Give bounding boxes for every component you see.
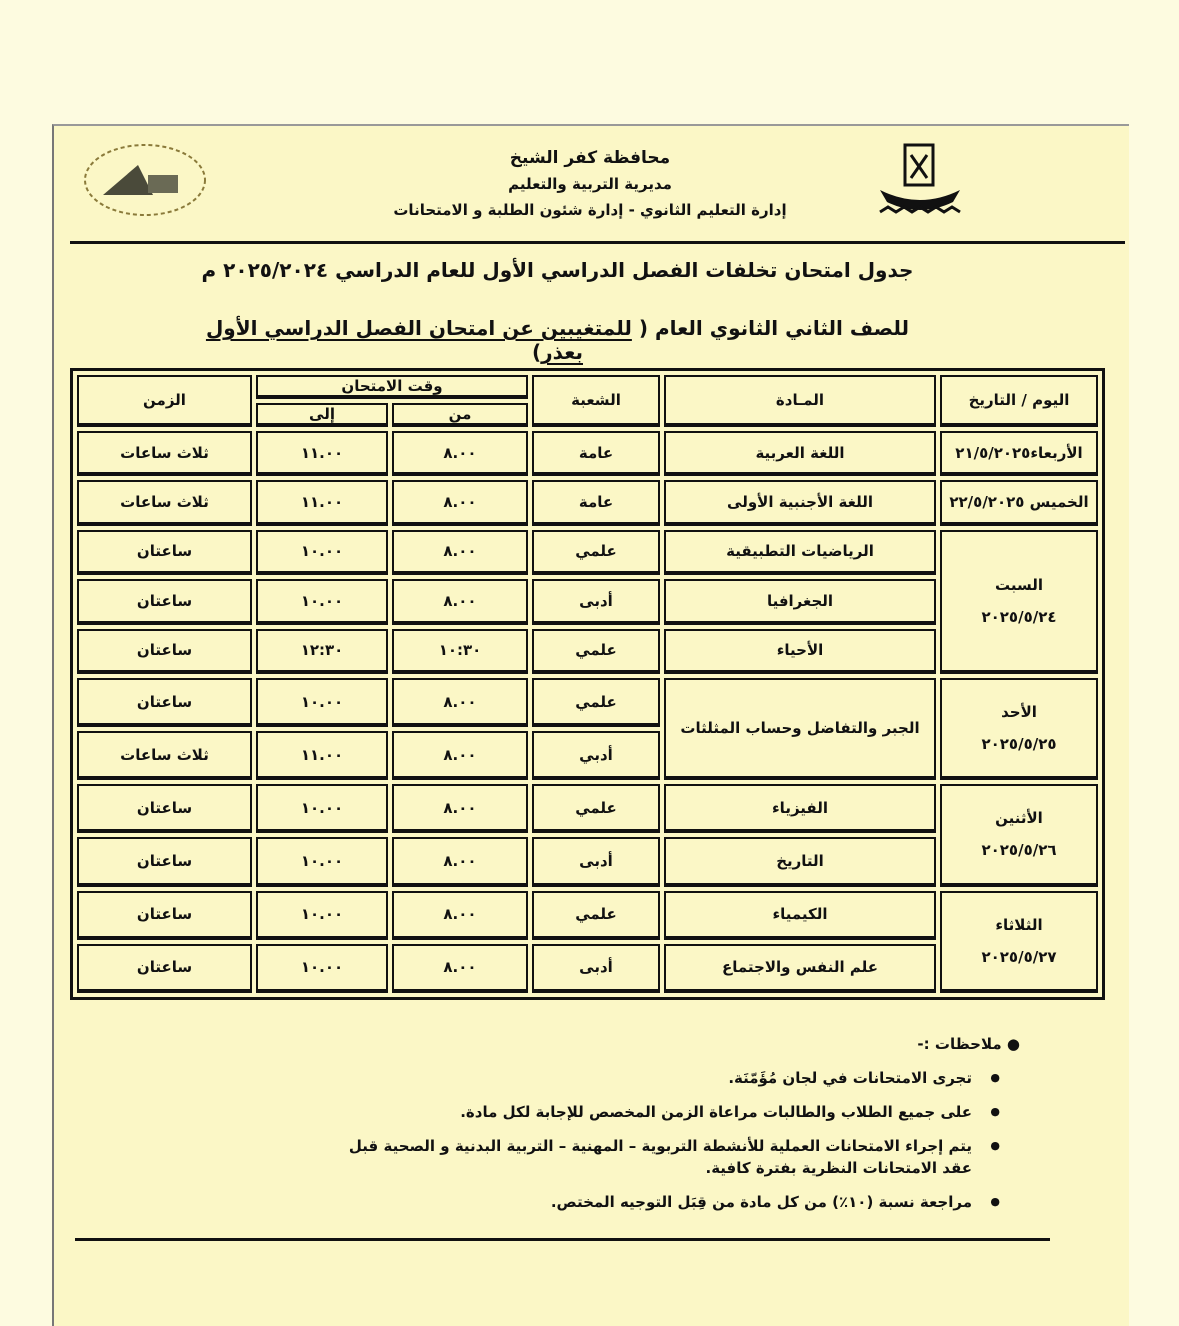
header-to: إلى: [256, 403, 388, 427]
duration-cell: ثلاث ساعات: [77, 731, 252, 780]
from-time-cell: ٨.٠٠: [392, 678, 528, 727]
to-time-cell: ١٠.٠٠: [256, 944, 388, 993]
day-date-cell: [940, 784, 1098, 886]
from-time-cell: ٨.٠٠: [392, 944, 528, 993]
branch-cell: علمي: [532, 530, 660, 575]
table-row: [77, 431, 1098, 476]
day-label: السبت: [994, 575, 1044, 594]
to-time-cell: ١١.٠٠: [256, 431, 388, 476]
to-time-cell: ١٠.٠٠: [256, 678, 388, 727]
date-label: ٢٠٢٥/٥/٢٦: [981, 841, 1057, 860]
day-date-cell: [940, 678, 1098, 780]
from-time-cell: ٨.٠٠: [392, 891, 528, 940]
branch-cell: أدبي: [532, 731, 660, 780]
footer-divider: [75, 1238, 1050, 1241]
from-time-cell: ٨.٠٠: [392, 480, 528, 525]
notes-heading: ● ملاحظات :-: [917, 1035, 1020, 1053]
duration-cell: ساعتان: [77, 837, 252, 886]
duration-cell: ثلاث ساعات: [77, 480, 252, 525]
duration-cell: ساعتان: [77, 784, 252, 833]
duration-cell: ساعتان: [77, 579, 252, 624]
to-time-cell: ١١.٠٠: [256, 731, 388, 780]
subject-cell: الجبر والتفاضل وحساب المثلثات: [664, 678, 936, 780]
to-time-cell: ١٠.٠٠: [256, 530, 388, 575]
from-time-cell: ٨.٠٠: [392, 784, 528, 833]
subject-cell: الجغرافيا: [664, 579, 936, 624]
branch-cell: علمي: [532, 629, 660, 674]
day-label: الخميس ٢٢/٥/٢٠٢٥: [949, 493, 1089, 512]
notes-heading-text: ملاحظات :-: [917, 1035, 1002, 1053]
day-date-cell: [940, 480, 1098, 525]
branch-cell: عامة: [532, 431, 660, 476]
duration-cell: ساعتان: [77, 944, 252, 993]
from-time-cell: ٨.٠٠: [392, 431, 528, 476]
branch-cell: علمي: [532, 678, 660, 727]
directorate-logo-icon: [78, 140, 213, 220]
to-time-cell: ١٢:٣٠: [256, 629, 388, 674]
duration-cell: ساعتان: [77, 530, 252, 575]
department-name: إدارة التعليم الثانوي - إدارة شئون الطلبة و الامتحانات: [393, 201, 787, 219]
day-label: الأثنين: [995, 809, 1043, 828]
header-from: من: [392, 403, 528, 427]
page-subtitle: [200, 316, 915, 364]
note-item: ● مراجعة نسبة (١٠٪) من كل مادة من قِبَل التوجيه المختص.: [320, 1191, 972, 1213]
duration-cell: ثلاث ساعات: [77, 431, 252, 476]
subject-cell: الرياضيات التطبيقية: [664, 530, 936, 575]
branch-cell: علمي: [532, 784, 660, 833]
subtitle-suffix: ): [531, 340, 542, 364]
subject-cell: اللغة العربية: [664, 431, 936, 476]
duration-cell: ساعتان: [77, 629, 252, 674]
from-time-cell: ١٠:٣٠: [392, 629, 528, 674]
letterhead: [380, 145, 800, 223]
table-row: [77, 784, 1098, 833]
to-time-cell: ١٠.٠٠: [256, 579, 388, 624]
subject-cell: اللغة الأجنبية الأولى: [664, 480, 936, 525]
day-label: الأحد: [1001, 703, 1037, 722]
to-time-cell: ١٠.٠٠: [256, 891, 388, 940]
governorate-name: محافظة كفر الشيخ: [509, 148, 671, 168]
day-label: الأربعاء٢١/٥/٢٠٢٥: [955, 443, 1083, 462]
subject-cell: التاريخ: [664, 837, 936, 886]
branch-cell: علمي: [532, 891, 660, 940]
note-item: ● على جميع الطلاب والطالبات مراعاة الزمن المخصص للإجابة لكل مادة.: [320, 1101, 972, 1123]
header-day-date: اليوم / التاريخ: [940, 375, 1098, 427]
table-row: [77, 891, 1098, 940]
day-date-cell: [940, 431, 1098, 476]
subtitle-prefix: للصف الثاني الثانوي العام (: [638, 316, 910, 340]
subject-cell: علم النفس والاجتماع: [664, 944, 936, 993]
subject-cell: الأحياء: [664, 629, 936, 674]
branch-cell: أدبى: [532, 944, 660, 993]
day-date-cell: [940, 530, 1098, 674]
governorate-logo-icon: [875, 140, 965, 225]
duration-cell: ساعتان: [77, 678, 252, 727]
directorate-name: مديرية التربية والتعليم: [508, 175, 672, 193]
branch-cell: أدبى: [532, 579, 660, 624]
notes-section: [320, 1035, 1020, 1225]
page-title: جدول امتحان تخلفات الفصل الدراسي الأول للعام الدراسي ٢٠٢٥/٢٠٢٤ م: [201, 258, 914, 282]
from-time-cell: ٨.٠٠: [392, 731, 528, 780]
day-date-cell: [940, 891, 1098, 993]
to-time-cell: ١١.٠٠: [256, 480, 388, 525]
from-time-cell: ٨.٠٠: [392, 579, 528, 624]
table-row: [77, 530, 1098, 575]
exam-schedule-table: [70, 368, 1105, 1000]
duration-cell: ساعتان: [77, 891, 252, 940]
subject-cell: الكيمياء: [664, 891, 936, 940]
note-item: ● تجرى الامتحانات في لجان مُؤَمّنَة.: [320, 1067, 972, 1089]
branch-cell: أدبى: [532, 837, 660, 886]
header-branch: الشعبة: [532, 375, 660, 427]
from-time-cell: ٨.٠٠: [392, 530, 528, 575]
date-label: ٢٠٢٥/٥/٢٧: [981, 947, 1057, 966]
date-label: ٢٠٢٥/٥/٢٤: [981, 607, 1057, 626]
subject-cell: الفيزياء: [664, 784, 936, 833]
header-exam-time: وقت الامتحان: [256, 375, 528, 399]
table-row: [77, 678, 1098, 727]
from-time-cell: ٨.٠٠: [392, 837, 528, 886]
date-label: ٢٠٢٥/٥/٢٥: [981, 735, 1057, 754]
divider: [70, 241, 1125, 244]
to-time-cell: ١٠.٠٠: [256, 837, 388, 886]
note-item: ● يتم إجراء الامتحانات العملية للأنشطة التربوية – المهنية – التربية البدنية و الصحية قبل عقد الامتحانات النظرية بفترة كافية.: [320, 1135, 972, 1179]
table-row: [77, 480, 1098, 525]
day-label: الثلاثاء: [995, 915, 1043, 934]
subtitle-underlined: للمتغيبين عن امتحان الفصل الدراسي الأول بعذر: [205, 316, 632, 364]
header-subject: المـادة: [664, 375, 936, 427]
header-duration: الزمن: [77, 375, 252, 427]
branch-cell: عامة: [532, 480, 660, 525]
to-time-cell: ١٠.٠٠: [256, 784, 388, 833]
